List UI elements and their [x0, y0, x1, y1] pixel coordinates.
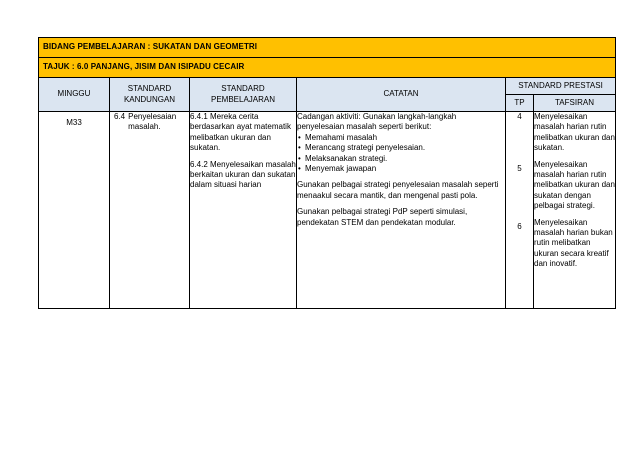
tafsiran-item: Menyelesaikan masalah harian rutin melibatkan ukuran dan sukatan.: [534, 112, 615, 153]
header-standard-kandungan: STANDARD KANDUNGAN: [110, 78, 190, 112]
header-tp: TP: [506, 95, 534, 112]
sp-item: 6.4.1 Mereka cerita berdasarkan ayat matematik melibatkan ukuran dan sukatan.: [190, 112, 291, 153]
header-standard-prestasi: STANDARD PRESTASI: [506, 78, 616, 95]
tajuk-bar: TAJUK : 6.0 PANJANG, JISIM DAN ISIPADU CECAIR: [39, 58, 616, 78]
rpt-table: [38, 37, 616, 309]
catatan-paragraph: Gunakan pelbagai strategi PdP seperti simulasi, pendekatan STEM dan pendekatan modular.: [297, 207, 468, 227]
list-item: • Merancang strategi penyelesaian.: [297, 143, 505, 153]
header-tafsiran: TAFSIRAN: [534, 95, 616, 112]
list-item: • Memahami masalah: [297, 133, 505, 143]
minggu-cell: M33: [39, 112, 110, 309]
table-row: [39, 112, 616, 309]
bidang-pembelajaran-bar: BIDANG PEMBELAJARAN : SUKATAN DAN GEOMETRI: [39, 38, 616, 58]
tafsiran-item: Menyelesaikan masalah harian rutin melibatkan ukuran dan sukatan dengan pelbagai strategi.: [534, 159, 615, 211]
tp-level: 6: [517, 222, 522, 231]
list-item: • Menyemak jawapan: [297, 164, 505, 174]
header-standard-pembelajaran: STANDARD PEMBELAJARAN: [190, 78, 297, 112]
catatan-cell: [297, 112, 506, 309]
tafsiran-item: Menyelesaikan masalah harian bukan rutin melibatkan ukuran secara kreatif dan inovatif.: [534, 217, 613, 269]
catatan-intro: Cadangan aktiviti: Gunakan langkah-langkah penyelesaian masalah seperti berikut:: [297, 112, 457, 132]
tafsiran-cell: [534, 112, 616, 309]
sp-item: 6.4.2 Menyelesaikan masalah berkaitan ukuran dan sukatan dalam situasi harian: [190, 159, 296, 190]
catatan-paragraph: Gunakan pelbagai strategi penyelesaian masalah seperti menaakul secara mantik, dan mengenal pasti pola.: [297, 180, 499, 200]
list-item: • Melaksanakan strategi.: [297, 154, 505, 164]
header-minggu: MINGGU: [39, 78, 110, 112]
standard-pembelajaran-cell: [190, 112, 297, 309]
header-catatan: CATATAN: [297, 78, 506, 112]
tp-cell: [506, 112, 534, 309]
standard-kandungan-cell: [110, 112, 190, 309]
sk-code: 6.4: [114, 112, 126, 121]
tp-level: 5: [517, 164, 522, 173]
tp-level: 4: [517, 112, 522, 121]
sk-text: Penyelesaian masalah.: [128, 112, 177, 132]
catatan-steps-list: [297, 133, 505, 175]
